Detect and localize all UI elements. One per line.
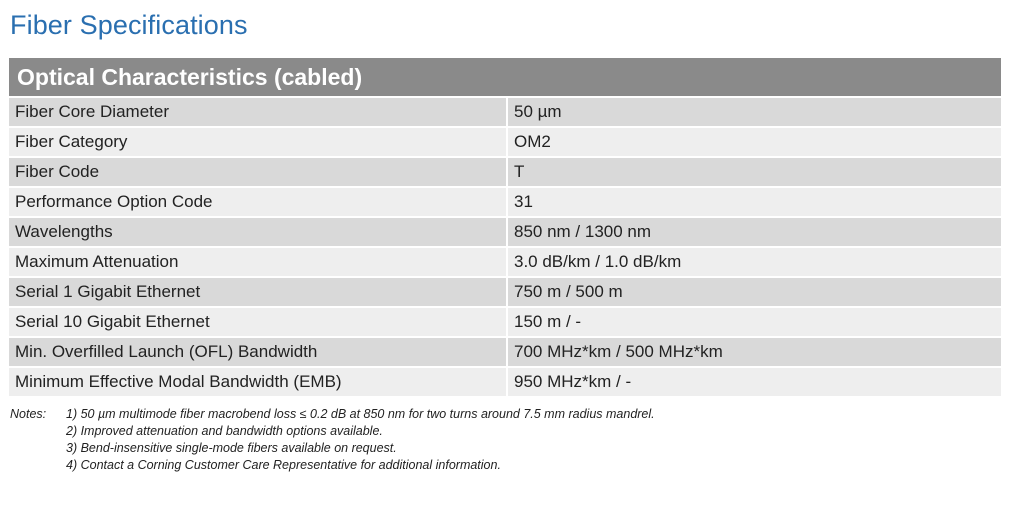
table-row [9, 218, 1001, 248]
row-value: 750 m / 500 m [506, 278, 1001, 308]
row-label: Fiber Code [9, 158, 506, 188]
row-label: Fiber Core Diameter [9, 98, 506, 128]
notes-label: Notes: [10, 407, 47, 421]
row-label: Serial 1 Gigabit Ethernet [9, 278, 506, 308]
table-row [9, 278, 1001, 308]
table-row [9, 188, 1001, 218]
table-row [9, 158, 1001, 188]
row-label: Fiber Category [9, 128, 506, 158]
table-row [9, 338, 1001, 368]
row-value: OM2 [506, 128, 1001, 158]
table-header: Optical Characteristics (cabled) [9, 58, 1001, 98]
row-label: Wavelengths [9, 218, 506, 248]
row-value: T [506, 158, 1001, 188]
note-item: 2) Improved attenuation and bandwidth options available. [66, 424, 383, 438]
table-row [9, 308, 1001, 338]
row-label: Performance Option Code [9, 188, 506, 218]
row-value: 3.0 dB/km / 1.0 dB/km [506, 248, 1001, 278]
row-label: Maximum Attenuation [9, 248, 506, 278]
row-label: Minimum Effective Modal Bandwidth (EMB) [9, 368, 506, 398]
row-value: 150 m / - [506, 308, 1001, 338]
row-value: 700 MHz*km / 500 MHz*km [506, 338, 1001, 368]
row-value: 950 MHz*km / - [506, 368, 1001, 398]
table-row [9, 248, 1001, 278]
table-header-row [9, 58, 1001, 98]
row-value: 31 [506, 188, 1001, 218]
row-label: Serial 10 Gigabit Ethernet [9, 308, 506, 338]
row-value: 50 µm [506, 98, 1001, 128]
note-item: 1) 50 µm multimode fiber macrobend loss ≤ 0.2 dB at 850 nm for two turns around 7.5 mm radius mandrel. [66, 407, 655, 421]
table-row [9, 368, 1001, 398]
note-item: 4) Contact a Corning Customer Care Representative for additional information. [66, 458, 501, 472]
page-title: Fiber Specifications [10, 10, 248, 40]
table-row [9, 128, 1001, 158]
notes-list [66, 406, 655, 474]
table-row [9, 98, 1001, 128]
optical-characteristics-table [9, 58, 1001, 398]
note-item: 3) Bend-insensitive single-mode fibers available on request. [66, 441, 397, 455]
row-label: Min. Overfilled Launch (OFL) Bandwidth [9, 338, 506, 368]
row-value: 850 nm / 1300 nm [506, 218, 1001, 248]
